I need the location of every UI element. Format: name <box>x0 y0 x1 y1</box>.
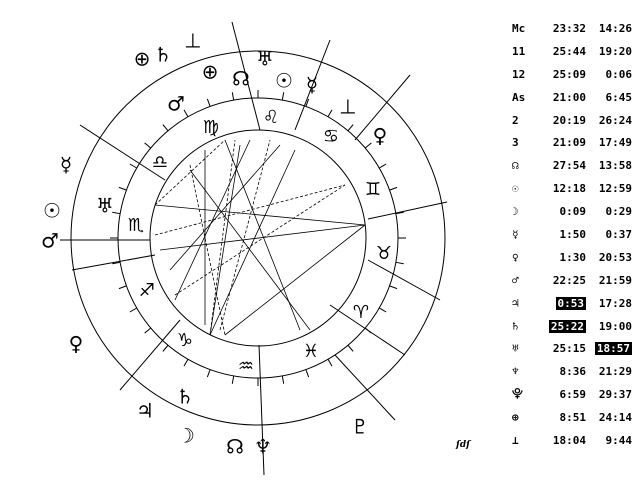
sign-aquarius: ♒ <box>237 356 255 377</box>
row-value-1: 21:00 <box>552 90 586 104</box>
aspect-line <box>155 185 345 235</box>
row-value-1: 25:09 <box>552 67 586 81</box>
planet-moon-icon: ☽ <box>177 423 195 448</box>
signature: ſdſ <box>456 440 471 450</box>
sign-sagittarius: ♐ <box>138 280 156 301</box>
planet-mc-icon: ⊥ <box>184 28 202 53</box>
planet-fortune2-icon: ⊕ <box>133 46 151 71</box>
row-value-2: 0:37 <box>605 227 632 241</box>
row-value-2: 21:29 <box>598 365 632 379</box>
table-row <box>512 223 637 246</box>
aspect-line <box>210 145 240 335</box>
row-label: ☿ <box>512 227 519 241</box>
table-row <box>512 200 637 223</box>
planet-neptune-icon: ♆ <box>254 434 272 459</box>
tick <box>119 187 127 190</box>
row-value-1: 8:51 <box>559 411 586 425</box>
row-label: ♄ <box>512 319 519 333</box>
planet-saturn-icon: ♄ <box>154 42 172 67</box>
row-label: 2 <box>512 113 519 127</box>
row-value-1: 1:30 <box>559 250 586 264</box>
sign-leo: ♌ <box>262 107 280 128</box>
planet-venus-icon: ♀ <box>372 123 388 148</box>
tick <box>207 370 210 378</box>
row-value-1: 8:36 <box>559 365 586 379</box>
aspect-line <box>190 165 225 335</box>
table-row <box>512 337 637 360</box>
row-label: ♃ <box>512 296 519 310</box>
sign-pisces: ♓ <box>302 341 320 362</box>
tick <box>396 262 404 263</box>
row-value-2: 29:37 <box>598 388 632 402</box>
table-row <box>512 86 637 109</box>
row-value-1: 0:53 <box>557 296 584 310</box>
row-value-2: 13:58 <box>598 159 632 173</box>
row-value-1: 23:32 <box>552 21 586 35</box>
tick <box>306 370 309 378</box>
row-value-2: 17:49 <box>598 136 632 150</box>
table-row <box>512 177 637 200</box>
tick <box>328 359 332 366</box>
tick <box>145 328 151 333</box>
table-row <box>512 292 637 315</box>
planet-mars-icon: ♂ <box>167 91 185 116</box>
planet-venus2-icon: ♀ <box>68 331 84 356</box>
table-row <box>512 63 637 86</box>
table-row <box>512 429 637 452</box>
row-value-2: 17:28 <box>598 296 632 310</box>
table-row <box>512 315 637 338</box>
tick <box>365 143 371 148</box>
row-value-2: 14:26 <box>598 21 632 35</box>
row-value-1: 6:59 <box>559 388 586 402</box>
row-label: ♆ <box>512 365 519 379</box>
row-value-2: 0:29 <box>605 205 632 219</box>
tick <box>282 92 283 100</box>
table-row <box>512 17 637 40</box>
row-value-2: 6:45 <box>605 90 632 104</box>
row-label: 12 <box>512 67 526 81</box>
tick <box>145 143 151 148</box>
sign-aries: ♈ <box>352 302 370 323</box>
planet-mercury-icon: ☿ <box>305 72 319 97</box>
table-row <box>512 246 637 269</box>
row-label: ⊥ <box>512 433 519 447</box>
tick <box>163 345 168 351</box>
table-row <box>512 360 637 383</box>
planet-node-icon: ☊ <box>232 66 250 91</box>
planet-jupiter-icon: ♃ <box>136 398 154 423</box>
planet-node2-icon: ☊ <box>226 434 244 459</box>
row-value-1: 18:04 <box>552 433 586 447</box>
sign-gemini: ♊ <box>364 179 382 200</box>
tick <box>390 286 398 289</box>
tick <box>232 376 233 384</box>
tick <box>348 125 353 131</box>
row-value-2: 19:00 <box>598 319 632 333</box>
row-value-2: 0:06 <box>605 67 632 81</box>
tick <box>379 164 386 168</box>
planet-sun2-icon: ☉ <box>43 198 61 223</box>
row-value-2: 19:20 <box>598 44 632 58</box>
aspect-line <box>190 170 310 330</box>
tick <box>390 187 398 190</box>
row-value-1: 1:50 <box>559 227 586 241</box>
aspect-line <box>175 185 345 295</box>
planet-fortune-icon: ⊕ <box>201 59 219 84</box>
row-label: As <box>512 90 526 104</box>
sign-scorpio: ♏ <box>127 215 145 236</box>
row-value-1: 25:15 <box>552 342 586 356</box>
table-row <box>512 383 637 406</box>
planet-pluto-icon: ♇ <box>351 414 369 439</box>
aspect-line <box>225 225 365 335</box>
row-value-1: 20:19 <box>552 113 586 127</box>
aspect-line <box>155 205 365 225</box>
planet-sun-icon: ☉ <box>275 68 293 93</box>
row-label: ♂ <box>512 273 519 287</box>
row-label: ☉ <box>512 182 519 196</box>
sign-cancer: ♋ <box>322 126 340 147</box>
tick <box>282 376 283 384</box>
aspect-line <box>160 225 365 250</box>
table-row <box>512 40 637 63</box>
sign-libra: ♎ <box>151 152 169 173</box>
row-label: ⯓ <box>512 387 523 401</box>
row-label: Mc <box>512 21 526 35</box>
sign-capricorn: ♑ <box>176 330 194 351</box>
tick <box>130 164 137 168</box>
house-line <box>368 260 440 300</box>
table-row <box>512 154 637 177</box>
sign-taurus: ♉ <box>375 243 393 264</box>
planet-uranus2-icon: ♅ <box>96 193 114 218</box>
row-value-2: 24:14 <box>598 411 632 425</box>
aspect-line <box>175 140 250 300</box>
row-value-2: 12:59 <box>598 182 632 196</box>
row-label: ☽ <box>512 205 519 219</box>
house-line <box>368 202 447 219</box>
positions-table <box>512 17 637 452</box>
tick <box>232 92 233 100</box>
row-value-1: 25:22 <box>550 319 584 333</box>
table-row <box>512 109 637 132</box>
row-value-2: 9:44 <box>605 433 632 447</box>
row-value-1: 22:25 <box>552 273 586 287</box>
planet-saturn2-icon: ♄ <box>176 384 194 409</box>
row-label: 11 <box>512 44 526 58</box>
planet-uranus-icon: ♅ <box>256 46 274 71</box>
row-value-1: 12:18 <box>552 182 586 196</box>
tick <box>348 345 353 351</box>
aspect-line <box>210 140 235 335</box>
tick <box>328 110 332 117</box>
row-value-2: 26:24 <box>598 113 632 127</box>
tick <box>163 125 168 131</box>
row-label: ♀ <box>512 250 519 264</box>
tick <box>130 308 137 312</box>
row-label: ☊ <box>512 159 519 173</box>
house-line <box>120 320 180 390</box>
planet-mars2-icon: ♂ <box>41 228 59 253</box>
row-label: 3 <box>512 136 519 150</box>
table-row <box>512 269 637 292</box>
table-row <box>512 131 637 154</box>
house-line <box>335 355 395 420</box>
tick <box>379 308 386 312</box>
tick <box>207 99 210 107</box>
house-line <box>72 255 155 270</box>
row-label: ♅ <box>512 342 519 356</box>
row-value-2: 21:59 <box>598 273 632 287</box>
planet-mc2-icon: ⊥ <box>339 94 357 119</box>
table-row <box>512 406 637 429</box>
sign-virgo: ♍ <box>202 117 220 138</box>
row-value-2: 18:57 <box>596 342 630 356</box>
row-value-1: 0:09 <box>559 205 586 219</box>
row-value-2: 20:53 <box>598 250 632 264</box>
row-value-1: 21:09 <box>552 136 586 150</box>
row-value-1: 25:44 <box>552 44 586 58</box>
planet-mercury2-icon: ☿ <box>59 152 73 177</box>
row-label: ⊕ <box>512 411 519 425</box>
tick <box>119 286 127 289</box>
tick <box>184 359 188 366</box>
row-value-1: 27:54 <box>552 159 586 173</box>
